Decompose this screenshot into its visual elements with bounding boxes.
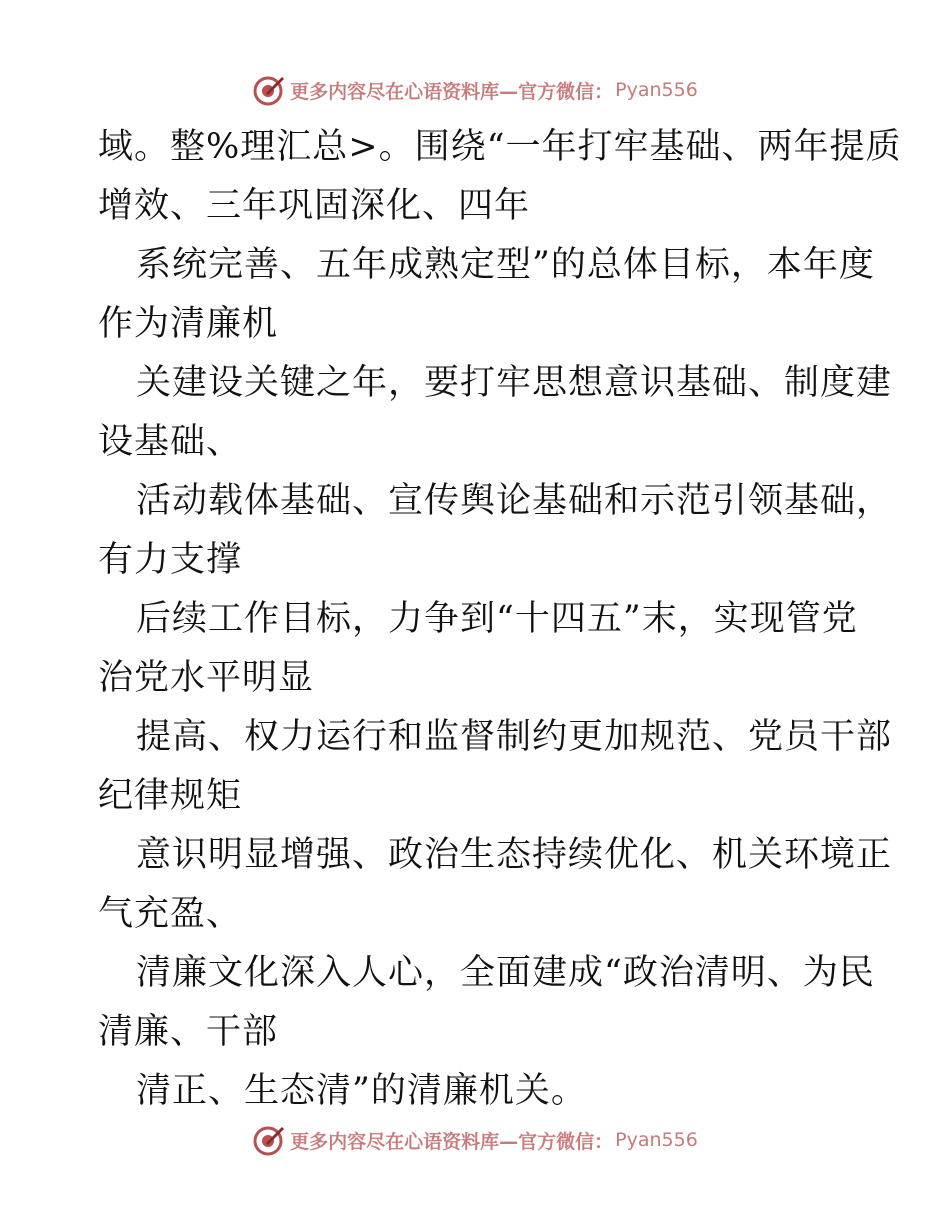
text-line: 纪律规矩	[98, 776, 243, 816]
pen-logo-icon	[252, 1123, 286, 1157]
watermark-text: 更多内容尽在心语资料库—官方微信：	[290, 1130, 614, 1153]
header-watermark	[0, 70, 950, 110]
text-line: 增效、三年巩固深化、四年	[98, 186, 531, 226]
document-body	[98, 118, 902, 1121]
text-line: 清正、生态清”的清廉机关。	[136, 1071, 587, 1111]
footer-watermark	[0, 1120, 950, 1160]
text-line: 作为清廉机	[98, 304, 279, 344]
watermark-text: 更多内容尽在心语资料库—官方微信：	[290, 80, 614, 103]
watermark-wechat-id: Pyan556	[615, 79, 698, 101]
pen-logo-icon	[252, 73, 286, 107]
text-line: 设基础、	[98, 422, 243, 462]
text-line: 治党水平明显	[98, 658, 315, 698]
text-line: 活动载体基础、宣传舆论基础和示范引领基础，	[136, 481, 893, 521]
text-line: 域。整%理汇总>。围绕“一年打牢基础、两年提质	[98, 127, 902, 167]
text-line: 系统完善、五年成熟定型”的总体目标，本年度	[136, 245, 875, 285]
text-line: 清廉文化深入人心，全面建成“政治清明、为民	[136, 953, 875, 993]
text-line: 关建设关键之年，要打牢思想意识基础、制度建	[136, 363, 893, 403]
text-line: 有力支撑	[98, 540, 243, 580]
text-line: 提高、权力运行和监督制约更加规范、党员干部	[136, 717, 893, 757]
text-line: 意识明显增强、政治生态持续优化、机关环境正	[136, 835, 893, 875]
text-line: 后续工作目标，力争到“十四五”末，实现管党	[136, 599, 858, 639]
watermark-wechat-id: Pyan556	[615, 1129, 698, 1151]
text-line: 清廉、干部	[98, 1012, 279, 1052]
text-line: 气充盈、	[98, 894, 243, 934]
